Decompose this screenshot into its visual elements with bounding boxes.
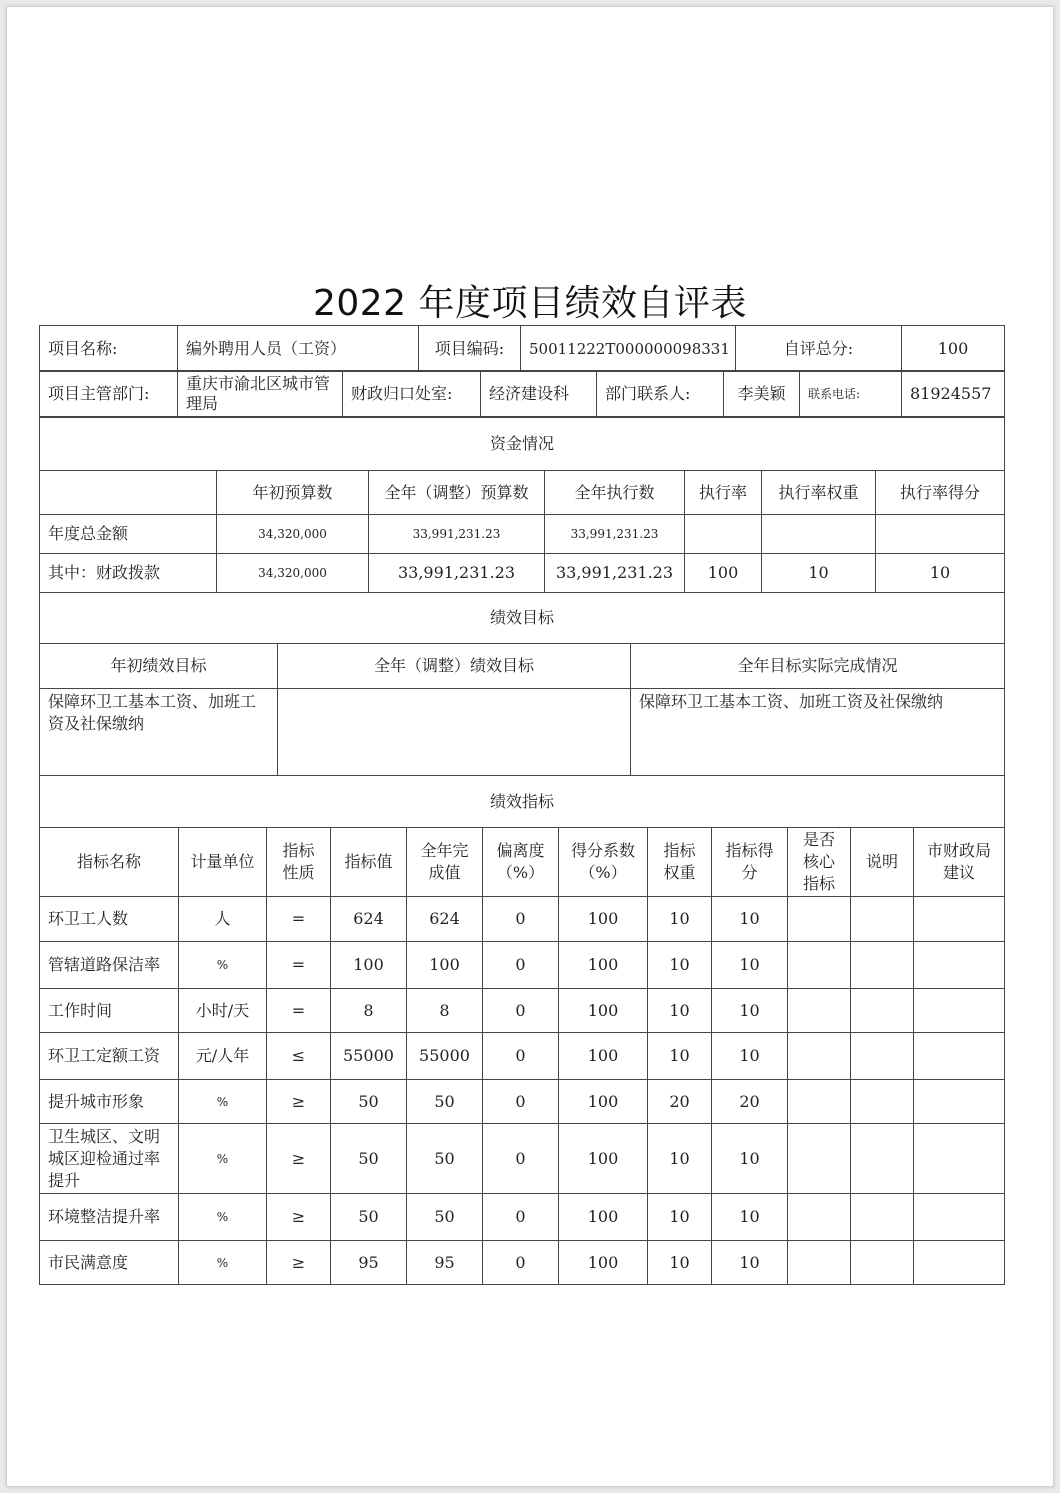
indicator-cell xyxy=(851,1194,914,1241)
indicator-cell: 20 xyxy=(648,1080,712,1124)
indicator-cell: ≥ xyxy=(267,1241,331,1285)
indicator-cell xyxy=(914,1080,1005,1124)
indicator-cell: 55000 xyxy=(407,1033,483,1080)
indicator-cell xyxy=(851,1241,914,1285)
funds-cell: 33,991,231.23 xyxy=(369,515,545,554)
indicator-cell xyxy=(851,897,914,942)
indicator-cell: = xyxy=(267,989,331,1033)
indicator-cell: 624 xyxy=(407,897,483,942)
funds-table xyxy=(39,416,1005,593)
contact-label: 部门联系人: xyxy=(597,371,724,418)
indicators-header-cell: 全年完成值 xyxy=(407,828,483,897)
indicator-cell xyxy=(788,1080,851,1124)
indicator-cell: = xyxy=(267,897,331,942)
goals-initial-value: 保障环卫工基本工资、加班工资及社保缴纳 xyxy=(40,689,278,776)
indicator-cell: 0 xyxy=(483,1241,559,1285)
indicator-cell: 卫生城区、文明城区迎检通过率提升 xyxy=(40,1124,179,1194)
funds-header-cell: 全年执行数 xyxy=(545,471,685,515)
indicator-cell xyxy=(788,1194,851,1241)
indicator-cell: 0 xyxy=(483,942,559,989)
funds-header-cell xyxy=(40,471,217,515)
indicator-cell xyxy=(914,1033,1005,1080)
indicator-cell: 管辖道路保洁率 xyxy=(40,942,179,989)
dept-value: 重庆市渝北区城市管理局 xyxy=(178,371,343,418)
indicator-cell: 0 xyxy=(483,1033,559,1080)
indicators-header-cell: 指标名称 xyxy=(40,828,179,897)
indicators-table xyxy=(39,775,1005,1285)
indicator-cell: % xyxy=(179,1241,267,1285)
indicator-row xyxy=(40,1194,1005,1241)
indicator-row xyxy=(40,942,1005,989)
funds-cell: 33,991,231.23 xyxy=(369,554,545,593)
indicators-header-cell: 偏离度（%） xyxy=(483,828,559,897)
indicator-row xyxy=(40,1033,1005,1080)
funds-header-cell: 全年（调整）预算数 xyxy=(369,471,545,515)
indicator-cell: 95 xyxy=(331,1241,407,1285)
indicator-cell: % xyxy=(179,1080,267,1124)
self-score-value: 100 xyxy=(902,326,1005,372)
indicator-cell: 提升城市形象 xyxy=(40,1080,179,1124)
indicator-cell: 工作时间 xyxy=(40,989,179,1033)
indicator-cell: 10 xyxy=(712,942,788,989)
header-table-row1 xyxy=(39,325,1005,372)
indicator-cell: 市民满意度 xyxy=(40,1241,179,1285)
indicators-header-cell: 说明 xyxy=(851,828,914,897)
indicator-cell xyxy=(914,1241,1005,1285)
funds-cell: 100 xyxy=(685,554,762,593)
goals-header-initial: 年初绩效目标 xyxy=(40,644,278,689)
goals-header-adjusted: 全年（调整）绩效目标 xyxy=(278,644,631,689)
goals-table xyxy=(39,592,1005,776)
indicator-cell: 10 xyxy=(648,1033,712,1080)
indicator-cell: 100 xyxy=(559,1124,648,1194)
indicator-cell: 624 xyxy=(331,897,407,942)
funds-cell: 34,320,000 xyxy=(217,515,369,554)
funds-header-cell: 执行率得分 xyxy=(876,471,1005,515)
funds-cell xyxy=(685,515,762,554)
indicator-cell: 100 xyxy=(559,942,648,989)
indicator-cell: 10 xyxy=(648,989,712,1033)
funds-cell xyxy=(762,515,876,554)
indicator-cell: % xyxy=(179,1194,267,1241)
indicator-row xyxy=(40,897,1005,942)
dept-label: 项目主管部门: xyxy=(40,371,178,418)
indicator-cell: 8 xyxy=(331,989,407,1033)
indicators-header-cell: 指标值 xyxy=(331,828,407,897)
funds-row xyxy=(40,554,1005,593)
indicator-cell: 50 xyxy=(407,1194,483,1241)
funds-cell: 其中：财政拨款 xyxy=(40,554,217,593)
indicator-cell: 0 xyxy=(483,989,559,1033)
phone-label: 联系电话: xyxy=(800,371,902,418)
indicator-cell: % xyxy=(179,1124,267,1194)
funds-cell: 33,991,231.23 xyxy=(545,554,685,593)
self-score-label: 自评总分: xyxy=(736,326,902,372)
indicators-header-row xyxy=(40,828,1005,897)
indicator-cell: 95 xyxy=(407,1241,483,1285)
indicator-cell xyxy=(788,897,851,942)
indicator-cell: % xyxy=(179,942,267,989)
indicators-header-cell: 得分系数（%） xyxy=(559,828,648,897)
funds-cell: 34,320,000 xyxy=(217,554,369,593)
indicator-cell: 10 xyxy=(712,897,788,942)
indicator-cell xyxy=(914,942,1005,989)
indicator-cell: 100 xyxy=(559,1241,648,1285)
goals-adjusted-value xyxy=(278,689,631,776)
funds-header-cell: 执行率 xyxy=(685,471,762,515)
indicator-cell: 20 xyxy=(712,1080,788,1124)
indicator-cell: ≥ xyxy=(267,1194,331,1241)
indicator-cell: 0 xyxy=(483,1080,559,1124)
indicator-cell: 环卫工定额工资 xyxy=(40,1033,179,1080)
indicator-cell: 8 xyxy=(407,989,483,1033)
indicator-cell: 100 xyxy=(331,942,407,989)
indicator-cell: 100 xyxy=(559,1194,648,1241)
indicator-cell: 50 xyxy=(407,1124,483,1194)
funds-cell: 10 xyxy=(762,554,876,593)
indicator-cell: 100 xyxy=(407,942,483,989)
funds-cell: 年度总金额 xyxy=(40,515,217,554)
indicator-cell: 100 xyxy=(559,897,648,942)
indicator-cell: 10 xyxy=(712,989,788,1033)
funds-cell xyxy=(876,515,1005,554)
indicator-row xyxy=(40,1080,1005,1124)
indicators-header-cell: 指标性质 xyxy=(267,828,331,897)
indicator-cell xyxy=(851,1033,914,1080)
indicator-cell: 10 xyxy=(712,1033,788,1080)
indicators-header-cell: 指标得分 xyxy=(712,828,788,897)
indicator-cell: 100 xyxy=(559,1033,648,1080)
indicator-cell xyxy=(851,989,914,1033)
indicator-cell: 人 xyxy=(179,897,267,942)
funds-cell: 10 xyxy=(876,554,1005,593)
goals-section-title: 绩效目标 xyxy=(40,593,1005,644)
document-page xyxy=(6,6,1054,1487)
indicator-cell: 10 xyxy=(648,1194,712,1241)
phone-value: 81924557 xyxy=(902,371,1005,418)
indicators-header-cell: 是否核心指标 xyxy=(788,828,851,897)
indicator-cell: 50 xyxy=(331,1080,407,1124)
indicators-section-title: 绩效指标 xyxy=(40,776,1005,828)
indicator-cell xyxy=(851,942,914,989)
page-title: 2022 年度项目绩效自评表 xyxy=(312,283,748,324)
indicator-cell xyxy=(788,989,851,1033)
funds-cell: 33,991,231.23 xyxy=(545,515,685,554)
indicator-cell: 10 xyxy=(648,1124,712,1194)
indicators-header-cell: 指标权重 xyxy=(648,828,712,897)
funds-section-title: 资金情况 xyxy=(40,417,1005,471)
indicator-cell: 100 xyxy=(559,989,648,1033)
indicators-header-cell: 市财政局建议 xyxy=(914,828,1005,897)
finance-office-value: 经济建设科 xyxy=(481,371,597,418)
indicator-row xyxy=(40,1241,1005,1285)
indicator-cell: 10 xyxy=(648,1241,712,1285)
indicator-cell: 10 xyxy=(712,1241,788,1285)
finance-office-label: 财政归口处室: xyxy=(343,371,481,418)
indicator-cell: 55000 xyxy=(331,1033,407,1080)
indicators-header-cell: 计量单位 xyxy=(179,828,267,897)
indicator-cell: ≥ xyxy=(267,1080,331,1124)
project-code-label: 项目编码: xyxy=(419,326,521,372)
indicator-cell xyxy=(914,1124,1005,1194)
indicator-cell: 环卫工人数 xyxy=(40,897,179,942)
indicator-cell xyxy=(788,1124,851,1194)
indicator-cell: 10 xyxy=(648,942,712,989)
indicator-cell: 0 xyxy=(483,1124,559,1194)
indicator-cell: 10 xyxy=(648,897,712,942)
funds-header-cell: 年初预算数 xyxy=(217,471,369,515)
indicator-cell xyxy=(914,897,1005,942)
indicator-cell: 小时/天 xyxy=(179,989,267,1033)
indicator-cell xyxy=(851,1124,914,1194)
indicator-cell xyxy=(914,1194,1005,1241)
indicator-cell: 10 xyxy=(712,1194,788,1241)
indicator-cell xyxy=(851,1080,914,1124)
indicator-cell: 0 xyxy=(483,1194,559,1241)
indicator-cell: 10 xyxy=(712,1124,788,1194)
indicator-cell: 元/人年 xyxy=(179,1033,267,1080)
contact-value: 李美颖 xyxy=(724,371,800,418)
project-name-label: 项目名称: xyxy=(40,326,178,372)
indicator-cell: 环境整洁提升率 xyxy=(40,1194,179,1241)
goals-actual-value: 保障环卫工基本工资、加班工资及社保缴纳 xyxy=(631,689,1005,776)
indicator-cell: ≥ xyxy=(267,1124,331,1194)
indicator-cell xyxy=(788,1241,851,1285)
indicator-cell: 50 xyxy=(331,1124,407,1194)
indicator-cell: ≤ xyxy=(267,1033,331,1080)
project-code-value: 50011222T000000098331 xyxy=(521,326,736,372)
project-name-value: 编外聘用人员（工资） xyxy=(178,326,419,372)
funds-header-cell: 执行率权重 xyxy=(762,471,876,515)
indicators-body xyxy=(40,897,1005,1285)
indicator-cell xyxy=(788,942,851,989)
goals-header-actual: 全年目标实际完成情况 xyxy=(631,644,1005,689)
indicator-cell: = xyxy=(267,942,331,989)
indicator-cell: 50 xyxy=(407,1080,483,1124)
indicator-cell: 100 xyxy=(559,1080,648,1124)
indicator-cell: 0 xyxy=(483,897,559,942)
header-table-row2 xyxy=(39,370,1005,418)
indicator-cell xyxy=(914,989,1005,1033)
funds-row xyxy=(40,515,1005,554)
indicator-cell: 50 xyxy=(331,1194,407,1241)
indicator-row xyxy=(40,989,1005,1033)
indicator-cell xyxy=(788,1033,851,1080)
indicator-row xyxy=(40,1124,1005,1194)
